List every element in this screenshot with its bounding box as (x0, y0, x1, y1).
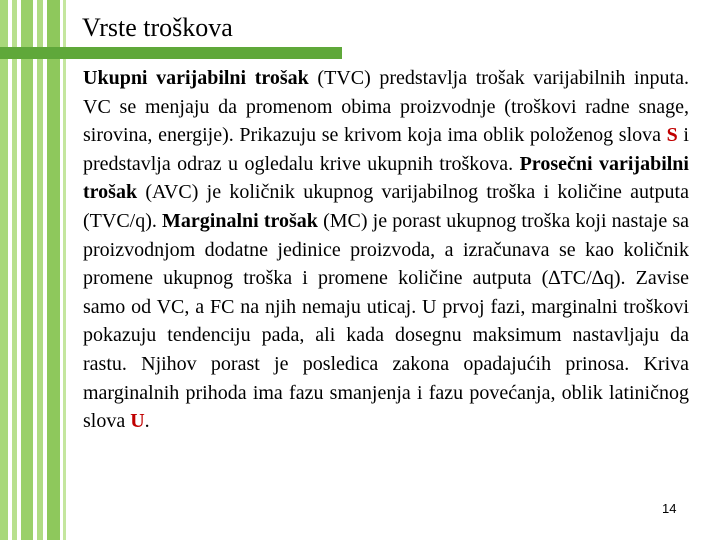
term-tvc: Ukupni varijabilni trošak (83, 67, 309, 89)
stripe (21, 0, 33, 540)
decorative-stripes (0, 0, 66, 540)
stripe (0, 0, 8, 540)
stripe (12, 0, 17, 540)
body-text-segment: (AVC) je količnik ukupnog varijabilnog troška i količine autputa (TVC/q). (83, 181, 689, 232)
body-text-segment: (MC) je porast ukupnog troška koji nastaje sa proizvodnjom dodatne jedinice proizvoda, a izračunava se kao količnik promene ukupnog troška i promene količine autputa (∆TC/∆q). Zavise samo od VC, a FC na njih nemaju uticaj. U prvoj fazi, marginalni troškovi pokazuju tendenciju pada, ali kada dosegnu maksimum nastavljaju da rastu. Njihov porast je posledica zakona opadajućih prinosa. Kriva marginalnih prihoda ima fazu smanjenja i fazu povećanja, oblik latiničnog slova (83, 209, 689, 433)
body-paragraph (83, 64, 689, 436)
body-text-segment: i predstavlja odraz u ogledalu krive ukupnih troškova. (83, 124, 689, 175)
body-text-segment: . (144, 410, 150, 433)
body-text-segment: (TVC) predstavlja trošak varijabilnih inputa. VC se menjaju da promenom obima proizvodnje (troškovi radne snage, sirovina, energije). Prikazuju se krivom koja ima oblik položenog slova (83, 67, 689, 147)
stripe (47, 0, 60, 540)
stripe (37, 0, 43, 540)
title-underline-bar (0, 47, 342, 59)
highlight-letter-u: U (130, 410, 145, 433)
stripe (63, 0, 66, 540)
highlight-letter-s: S (666, 124, 678, 147)
term-avc: Prosečni varijabilni trošak (83, 152, 689, 204)
slide-title: Vrste troškova (82, 13, 233, 42)
page-number: 14 (662, 501, 677, 516)
term-mc: Marginalni trošak (162, 209, 318, 232)
